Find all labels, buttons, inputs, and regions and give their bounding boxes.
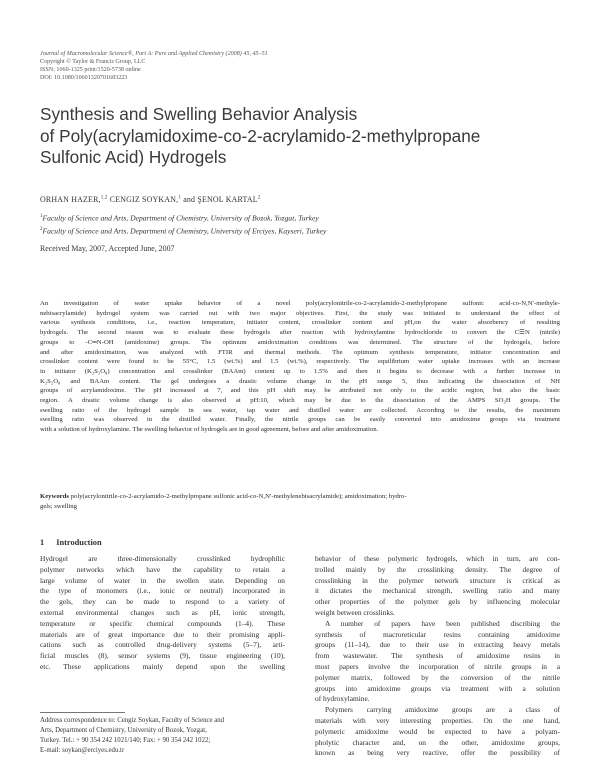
- body-line: known as being very reactive, offer the possibility of: [315, 748, 560, 758]
- body-line: temperature or specific chemical compounds (1–4). These: [40, 618, 285, 628]
- keywords-line: gels; swelling: [40, 502, 77, 510]
- journal-header: [40, 51, 500, 83]
- abstract-line: crosslinker content were found to be 55°C, 1.5 (wt.%) and 1.5 (wt.%), respectively. The equilibrium water uptake increases with an increase: [40, 358, 560, 366]
- abstract: [40, 299, 560, 435]
- affiliation-text: Faculty of Science and Arts, Department of Chemistry, University of Bozok, Yozgat, Turkey: [42, 213, 319, 223]
- body-line: external environmental changes such as pH, ionic strength,: [40, 607, 285, 617]
- body-line: groups (11–14), due to their use in extracting heavy metals: [315, 640, 560, 650]
- section-heading: [40, 538, 102, 547]
- author-name: ORHAN HAZER,: [40, 195, 101, 204]
- footnote-line: Address correspondence to: Cengiz Soykan, Faculty of Science and: [40, 717, 225, 724]
- abstract-line: various synthesis conditions, i.e., reaction temperature, initiator content, crosslinker content and pH,on the water absorbency of resulting: [40, 319, 560, 327]
- body-line: groups into amidoxime groups via treatment with a solution: [315, 683, 560, 693]
- abstract-line: An investigation of water uptake behavior of a novel poly(acrylonitrile-co-2-acrylamido-2-methylpropane sulfonic acid-co-N,N′-methyle-: [40, 300, 560, 307]
- body-line: large volume of water in the swollen state. Depending on: [40, 575, 285, 585]
- keywords-line: [40, 492, 560, 502]
- affiliation-text: Faculty of Science and Arts, Department of Chemistry, University of Erciyes, Kayseri, Turkey: [42, 226, 327, 236]
- body-line: pholytic character and, on the other, amidoxime groups,: [315, 737, 560, 747]
- abstract-line: K₂S₂O₈ and BAAm content. The gel undergoes a drastic volume change in the pH range 5, thus indicating the dissociation of NH: [40, 377, 560, 385]
- author-name: ŞENOL KARTAL: [197, 195, 258, 204]
- body-line: etc. These applications mainly depend upon the swelling: [40, 661, 285, 671]
- abstract-line: and after amidoximation, was analyzed with FTIR and thermal methods. The optimum synthesis temperature, initiator concentration and: [40, 348, 560, 356]
- received-dates: Received May, 2007, Accepted June, 2007: [40, 244, 175, 253]
- body-line: materials are of great importance due to their promising appli-: [40, 629, 285, 639]
- body-line: the type of monomers (i.e., ionic or neutral) incorporated in: [40, 586, 285, 596]
- body-line: polymer matrix, followed by the conversion of the nitrile: [315, 672, 560, 682]
- left-column: [40, 554, 285, 673]
- title-line: Synthesis and Swelling Behavior Analysis: [40, 104, 358, 124]
- footnote-line: E-mail: soykan@erciyes.edu.tr: [40, 746, 125, 754]
- abstract-line: groups of acrylamidoxime. The pH increased at 7, and this pH shift may be attributed not only to the acidic region, but also the basic: [40, 387, 560, 395]
- affiliation-line: [40, 211, 326, 224]
- body-line: the gels, they can be made to respond to a variety of: [40, 597, 285, 607]
- body-line: behavior of these polymeric hydrogels, which in turn, are con-: [315, 554, 560, 563]
- body-line: A number of papers have been published discribing the: [325, 618, 560, 628]
- journal-issn: ISSN: 1060-1325 print/1520-5738 online: [40, 66, 141, 73]
- body-line: trolled mainly by the crosslinking density. The degree of: [315, 564, 560, 574]
- correspondence-footnote: [40, 716, 285, 756]
- abstract-line: in initiator (K₂S₂O₈) concentration and crosslinker (BAAm) content up to 1.5% and then it begins to decrease with a further increase in: [40, 367, 560, 375]
- body-line: materials with very interesting properties. On the one hand,: [315, 715, 560, 725]
- body-line: crosslinking in the polymer network structure is critical as: [315, 575, 560, 585]
- title-line: of Poly(acrylamidoxime-co-2-acrylamido-2-methylpropane: [40, 125, 481, 146]
- keywords-label: Keywords: [40, 493, 69, 500]
- body-line: from wastewater. The synthesis of amidoxime resins in: [315, 651, 560, 661]
- body-line: it dictates the mechanical strength, swelling ratio and many: [315, 586, 560, 596]
- body-line: other properties of the polymer gels by influencing molecular: [315, 597, 560, 607]
- body-line: weight between crosslinks.: [315, 607, 395, 617]
- journal-copyright: Copyright © Taylor & Francis Group, LLC: [40, 58, 146, 65]
- abstract-line: swelling ratio was observed in the distilled water. Finally, the nitrile groups can be easily converted into amidoxime groups via treatment: [40, 416, 560, 424]
- author-name: CENGIZ SOYKAN,: [109, 195, 179, 204]
- keywords-text: poly(acrylonitrile-co-2-acrylamido-2-methylpropane sulfonic acid-co-N,N′-methylenebisacrylamide); amidoximation; hydro-: [70, 493, 407, 500]
- journal-citation: Journal of Macromolecular Science®, Part A: Pure and Applied Chemistry (2008) 45, 45–51: [40, 51, 268, 57]
- body-line: of hydroxylamine.: [315, 694, 370, 704]
- author-list: [40, 195, 261, 204]
- author-affil-mark: 2: [257, 195, 261, 201]
- body-line: synthesis of macroreticular resins containing amidoxime: [315, 629, 560, 639]
- body-line: Hydrogel are three-dimensionally crosslinked hydrophilic: [40, 554, 285, 563]
- abstract-line: nebisacrylamide) hydrogel system was carried out with two major objectives. First, the study was initiated to understand the effect of: [40, 309, 560, 317]
- title-line: Sulfonic Acid) Hydrogels: [40, 147, 227, 167]
- footnote-line: Turkey. Tel.: + 90 354 242 1021/140; Fax: + 90 354 242 1022;: [40, 736, 211, 744]
- abstract-line: region. A drastic volume change is also observed at pH:10, which may be due to the dissociation of the AMPS SO₃H groups. The: [40, 397, 560, 405]
- author-conjunction: and: [183, 195, 196, 204]
- body-line: Polymers carrying amidoxime groups are a class of: [325, 705, 560, 715]
- body-line: polymer networks which have the capability to retain a: [40, 564, 285, 574]
- footnote-line: Arts, Department of Chemistry, University of Bozok, Yozgat,: [40, 726, 207, 734]
- article-title: [40, 104, 560, 169]
- right-column: [315, 554, 560, 759]
- body-line: cations such as controlled drug-delivery systems (5–7), arti-: [40, 640, 285, 650]
- author-affil-mark: 1,2: [100, 195, 108, 201]
- affil-mark: 2: [40, 226, 43, 232]
- affiliations: [40, 211, 326, 236]
- affil-mark: 1: [40, 214, 43, 219]
- abstract-line: groups to -C═N-OH (amidoxime) groups. The optimum amidoximation conditions was determined. The structure of the hydrogels, before: [40, 338, 560, 346]
- abstract-line: with a solution of hydroxylamine. The swelling behavior of hydrogels are in good agreement, before and after amidoximation.: [40, 426, 379, 434]
- body-line: most papers involve the incorporation of nitrile groups in a: [315, 661, 560, 671]
- section-number: 1: [40, 538, 45, 547]
- body-line: polymeric amidoxime would be expected to have a polyam-: [315, 726, 560, 736]
- abstract-line: swelling ratio of the hydrogel sample in sea water, tap water and distilled water are collected. According to the results, the maximum: [40, 406, 560, 414]
- section-title: Introduction: [56, 538, 102, 547]
- abstract-line: hydrogels. The second reason was to evaluate these hydrogels after reaction with hydroxylamine hydrochloride to convert the C☰N (nitrile): [40, 329, 560, 337]
- journal-doi: DOI: 10.1080/10601320701683223: [40, 74, 128, 81]
- keywords: [40, 492, 560, 511]
- body-line: ficial muscles (8), sensor systems (9), tissue engineering (10),: [40, 651, 285, 661]
- author-affil-mark: 1: [178, 195, 182, 201]
- affiliation-line: [40, 224, 326, 237]
- footnote-rule: [40, 712, 125, 713]
